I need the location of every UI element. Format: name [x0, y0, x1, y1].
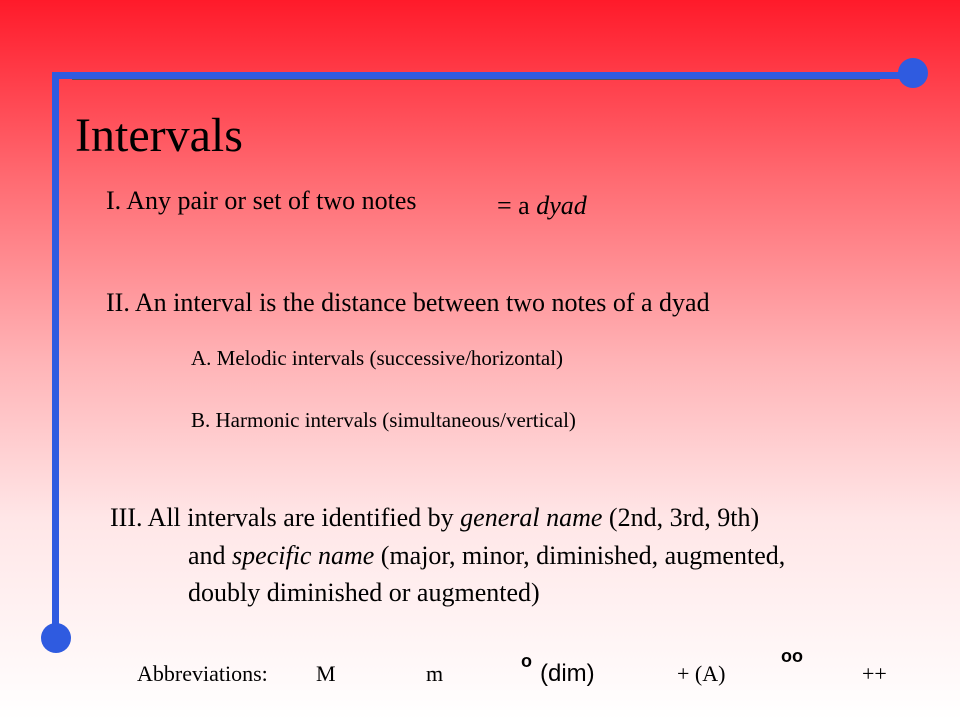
vertical-accent-bar — [52, 72, 59, 638]
abbr-doubly-augmented: ++ — [862, 661, 887, 686]
title-rule — [72, 79, 880, 80]
abbr-major: M — [316, 661, 336, 686]
top-right-dot-icon — [898, 58, 928, 88]
point-3-line-2-end: (major, minor, diminished, augmented, — [374, 541, 786, 570]
point-1-text: I. Any pair or set of two notes — [106, 186, 417, 215]
point-3-line-1 — [110, 505, 759, 531]
abbr-minor: m — [426, 661, 444, 686]
sub-point-a: A. Melodic intervals (successive/horizontal) — [191, 346, 564, 370]
horizontal-accent-bar — [52, 72, 914, 79]
point-1-definition-prefix: = a — [497, 191, 537, 220]
diminished-symbol-icon: o — [521, 651, 532, 671]
point-3-line-1-end: (2nd, 3rd, 9th) — [602, 503, 760, 532]
point-3-specific-name: specific name — [232, 541, 375, 570]
point-3-line-1-start: III. All intervals are identified by — [110, 503, 461, 532]
point-3-line-3: doubly diminished or augmented) — [188, 578, 540, 607]
sub-point-b: B. Harmonic intervals (simultaneous/vertical) — [191, 408, 576, 432]
abbreviations-label: Abbreviations: — [137, 661, 268, 686]
point-3-line-2-start: and — [188, 541, 233, 570]
point-3-general-name: general name — [460, 503, 603, 532]
slide-title: Intervals — [75, 109, 243, 162]
abbr-diminished: (dim) — [540, 660, 595, 687]
point-3-line-2 — [188, 543, 785, 569]
doubly-diminished-symbol-icon: oo — [781, 646, 803, 666]
point-1-definition — [497, 193, 587, 219]
point-2-text: II. An interval is the distance between two notes of a dyad — [106, 288, 710, 317]
bottom-left-dot-icon — [41, 623, 71, 653]
abbr-augmented: + (A) — [677, 661, 726, 686]
point-1-term-dyad: dyad — [536, 191, 587, 220]
